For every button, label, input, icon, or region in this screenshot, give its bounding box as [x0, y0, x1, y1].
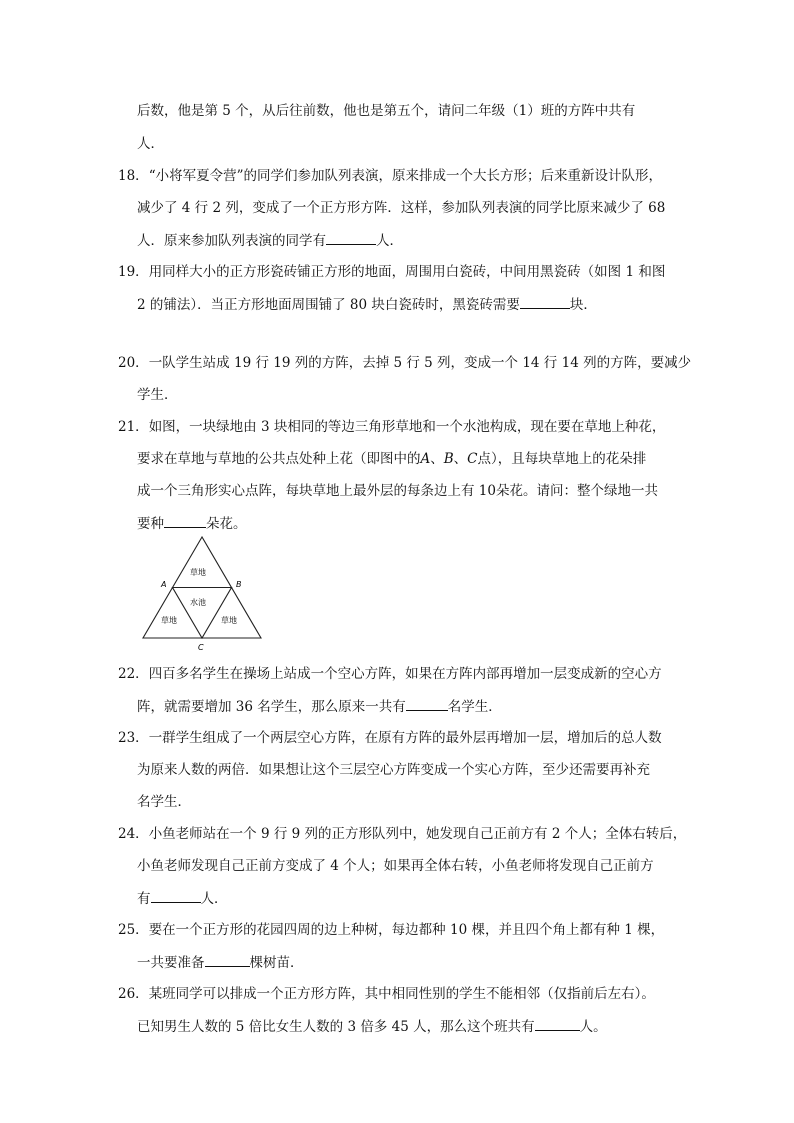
pond-triangle: [173, 588, 232, 639]
question-text: 小鱼老师站在一个 9 行 9 列的正方形队列中，她发现自己正前方有 2 个人；全体右转后，: [148, 826, 687, 842]
point-c-label: C: [467, 451, 478, 467]
q19-line-2: [137, 296, 597, 313]
question-19: [118, 264, 665, 280]
question-20: [118, 355, 691, 371]
point-a-label: A: [420, 451, 431, 467]
q22-text-b: 名学生．: [447, 699, 502, 715]
q18-line-2: 减少了 4 行 2 列，变成了一个正方形方阵．这样，参加队列表演的同学比原来减少了 68: [137, 200, 666, 216]
question-text: “小将军夏令营”的同学们参加队列表演，原来排成一个大长方形；后来重新设计队形，: [148, 168, 662, 184]
q25-text-a: 一共要准备: [137, 955, 205, 971]
q26-line-2: [137, 1018, 607, 1035]
question-number: 26．: [118, 986, 149, 1002]
q18-line-3: [137, 232, 403, 249]
q26-text-b: 人。: [579, 1019, 607, 1035]
separator: 、: [430, 451, 444, 467]
question-text: 四百多名学生在操场上站成一个空心方阵，如果在方阵内部再增加一层变成新的空心方: [148, 666, 662, 682]
q18-text-a: 人．原来参加队列表演的同学有: [137, 233, 326, 249]
question-number: 25．: [118, 922, 149, 938]
question-text: 一群学生组成了一个两层空心方阵，在原有方阵的最外层再增加一层，增加后的总人数: [148, 730, 662, 746]
answer-blank[interactable]: [520, 296, 570, 309]
q19-text-a: 2 的铺法）．当正方形地面周围铺了 80 块白瓷砖时，黑瓷砖需要: [137, 297, 520, 313]
question-number: 20．: [118, 355, 149, 371]
question-number: 24．: [118, 826, 149, 842]
q25-line-2: [137, 954, 304, 971]
q23-line-2: 为原来人数的两倍．如果想让这个三层空心方阵变成一个实心方阵，至少还需要再补充: [137, 762, 650, 778]
q21-text-a: 要求在草地与草地的公共点处种上花（即图中的: [137, 451, 421, 467]
q24-text-b: 人．: [200, 891, 228, 907]
point-a-label: A: [161, 580, 167, 589]
q24-line-3: [137, 890, 228, 907]
separator: 、: [453, 451, 468, 467]
q22-line-2: [137, 698, 502, 715]
q19-text-b: 块．: [569, 297, 597, 313]
point-b-label: B: [443, 451, 454, 467]
question-number: 19．: [118, 264, 149, 280]
question-number: 21．: [118, 419, 149, 435]
question-24: [118, 826, 686, 842]
q21-text-b: 朵花。: [206, 516, 247, 532]
green-area-figure: [140, 534, 265, 654]
pond-label: 水池: [190, 598, 206, 607]
question-text: 某班同学可以排成一个正方形方阵，其中相同性别的学生不能相邻（仅指前后左右）。: [148, 986, 655, 1002]
q21-text-b: 点），且每块草地上的花朵排: [477, 451, 647, 467]
question-number: 18．: [118, 168, 149, 184]
answer-blank[interactable]: [406, 698, 448, 711]
q21-line-3: 成一个三角形实心点阵，每块草地上最外层的每条边上有 10朵花。请问：整个绿地一共: [137, 483, 658, 499]
answer-blank[interactable]: [151, 890, 201, 903]
q24-text-a: 有: [137, 891, 151, 907]
q25-text-b: 棵树苗．: [249, 955, 304, 971]
answer-blank[interactable]: [164, 515, 206, 528]
q18-text-b: 人．: [376, 233, 403, 249]
q21-line-4: [137, 515, 247, 532]
q23-line-3: 名学生．: [137, 794, 191, 810]
question-text: 一队学生站成 19 行 19 列的方阵，去掉 5 行 5 列，变成一个 14 行 14 列的方阵，要减少: [148, 355, 692, 371]
question-25: [118, 922, 664, 938]
grass-right-label: 草地: [221, 616, 237, 625]
question-text: 用同样大小的正方形瓷砖铺正方形的地面，周围用白瓷砖，中间用黑瓷砖（如图 1 和图: [148, 264, 666, 280]
q21-line-2: [137, 451, 646, 467]
answer-blank[interactable]: [205, 954, 250, 967]
question-26: [118, 986, 655, 1002]
point-b-label: B: [236, 580, 242, 589]
q24-line-2: 小鱼老师发现自己正前方变成了 4 个人；如果再全体右转，小鱼老师将发现自己正前方: [137, 858, 654, 874]
q26-text-a: 已知男生人数的 5 倍比女生人数的 3 倍多 45 人，那么这个班共有: [137, 1019, 535, 1035]
question-22: [118, 666, 662, 682]
q20-line-2: 学生．: [137, 387, 178, 403]
question-21: [118, 419, 665, 435]
question-text: 如图，一块绿地由 3 块相同的等边三角形草地和一个水池构成，现在要在草地上种花，: [148, 419, 666, 435]
q21-text-a: 要种: [137, 516, 164, 532]
question-number: 23．: [118, 730, 149, 746]
question-number: 22．: [118, 666, 149, 682]
intro-line-2: 人．: [137, 136, 164, 152]
grass-top-label: 草地: [190, 568, 206, 577]
point-c-label: C: [198, 643, 204, 652]
intro-line-1: 后数，他是第 5 个，从后往前数，他也是第五个，请问二年级（1）班的方阵中共有: [137, 103, 636, 119]
question-23: [118, 730, 662, 746]
grass-left-label: 草地: [161, 616, 177, 625]
question-text: 要在一个正方形的花园四周的边上种树，每边都种 10 棵，并且四个角上都有种 1 棵，: [148, 922, 665, 938]
q22-text-a: 阵，就需要增加 36 名学生，那么原来一共有: [137, 699, 406, 715]
answer-blank[interactable]: [326, 232, 376, 245]
answer-blank[interactable]: [535, 1018, 580, 1031]
question-18: [118, 168, 662, 184]
